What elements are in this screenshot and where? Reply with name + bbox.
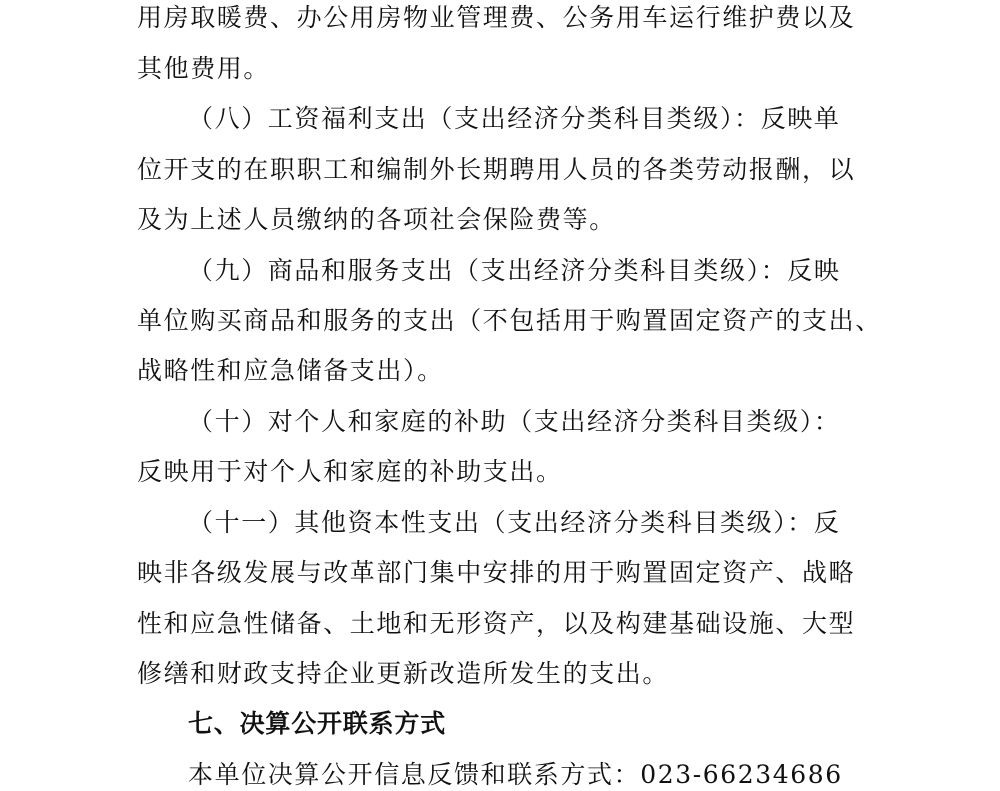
paragraph-line: 用房取暖费、办公用房物业管理费、公务用车运行维护费以及 bbox=[137, 3, 856, 32]
paragraph-line: （九）商品和服务支出（支出经济分类科目类级）：反映 bbox=[188, 256, 841, 285]
paragraph-line: 修缮和财政支持企业更新改造所发生的支出。 bbox=[137, 659, 670, 688]
paragraph-line: （十）对个人和家庭的补助（支出经济分类科目类级）： bbox=[188, 407, 841, 436]
paragraph-line: 及为上述人员缴纳的各项社会保险费等。 bbox=[137, 205, 616, 234]
paragraph-line: 反映用于对个人和家庭的补助支出。 bbox=[137, 457, 563, 486]
section-heading: 七、决算公开联系方式 bbox=[188, 709, 447, 738]
paragraph-line: 单位购买商品和服务的支出（不包括用于购置固定资产的支出、 bbox=[137, 306, 882, 335]
paragraph-line: （十一）其他资本性支出（支出经济分类科目类级）：反 bbox=[188, 508, 841, 537]
paragraph-line: （八）工资福利支出（支出经济分类科目类级）：反映单 bbox=[188, 104, 841, 133]
contact-line: 本单位决算公开信息反馈和联系方式：023-66234686 bbox=[188, 760, 843, 789]
paragraph-line: 性和应急性储备、土地和无形资产，以及构建基础设施、大型 bbox=[137, 609, 856, 638]
paragraph-line: 位开支的在职职工和编制外长期聘用人员的各类劳动报酬，以 bbox=[137, 155, 856, 184]
paragraph-line: 战略性和应急储备支出）。 bbox=[137, 356, 444, 385]
paragraph-line: 映非各级发展与改革部门集中安排的用于购置固定资产、战略 bbox=[137, 558, 856, 587]
paragraph-line: 其他费用。 bbox=[137, 54, 271, 83]
